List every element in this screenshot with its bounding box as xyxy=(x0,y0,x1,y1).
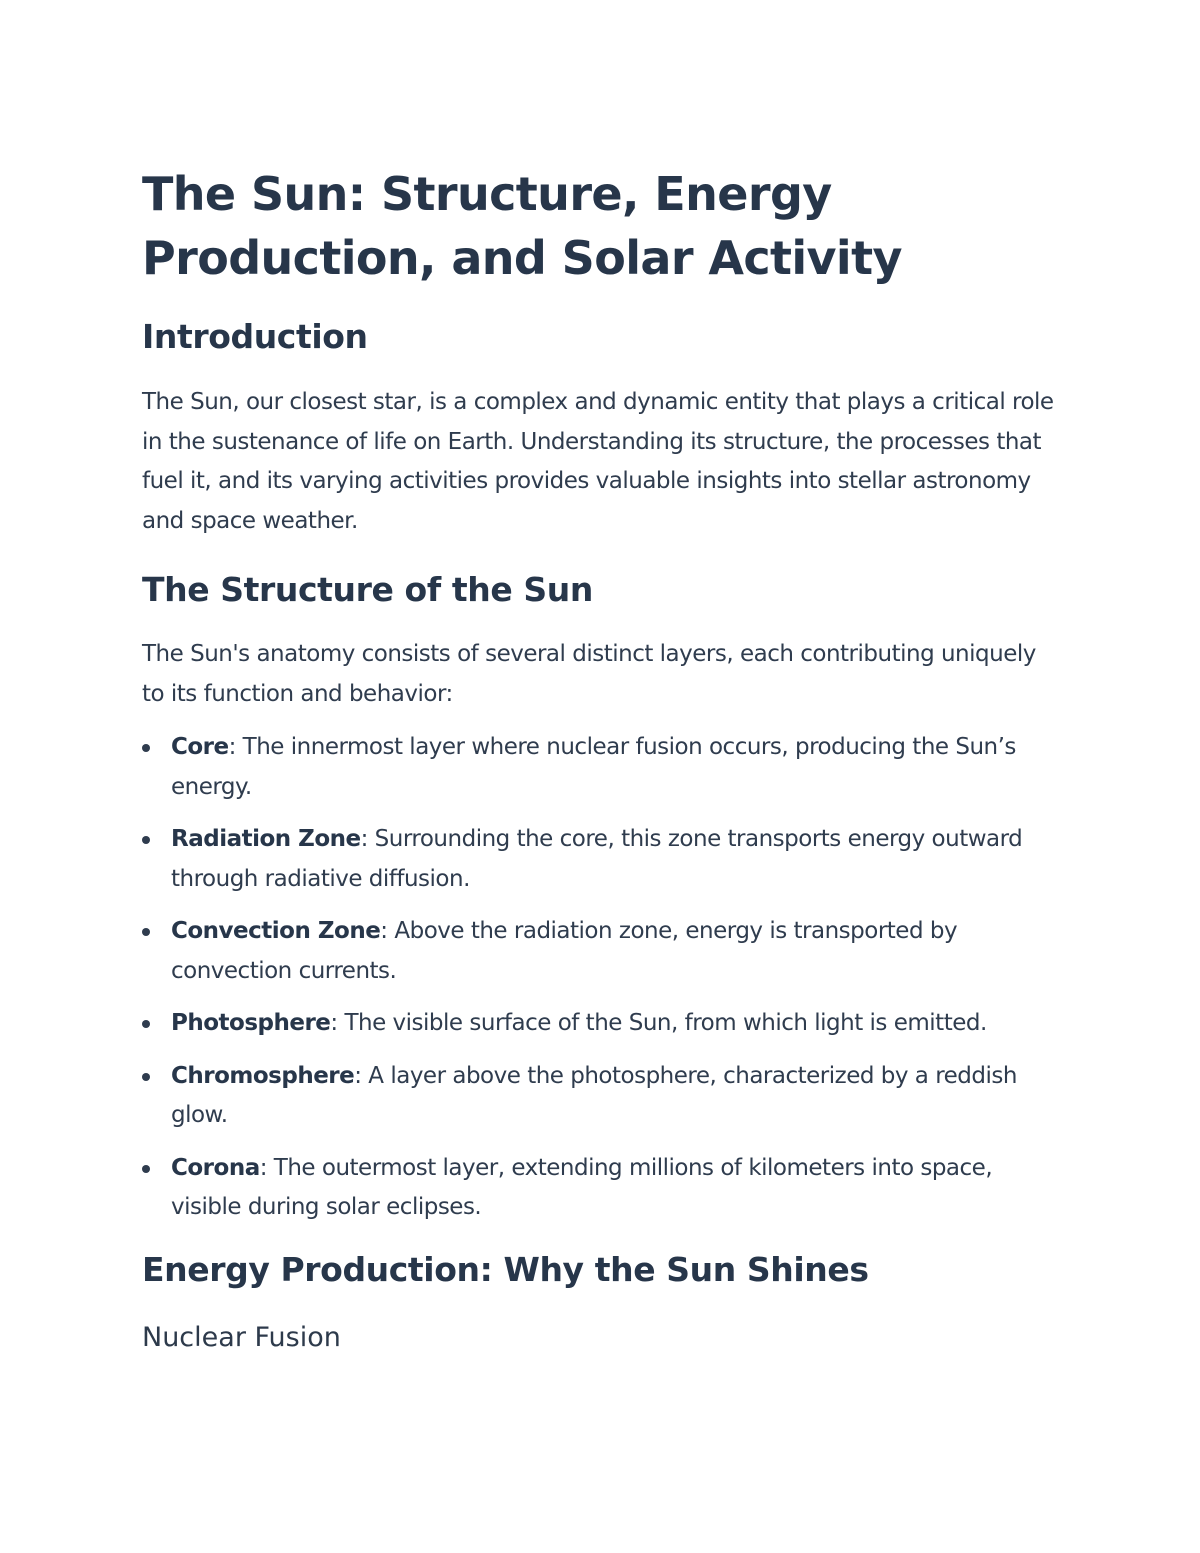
introduction-heading: Introduction xyxy=(142,317,368,356)
structure-paragraph: The Sun's anatomy consists of several distinct layers, each contributing uniquely to its function and behavior: xyxy=(142,641,1036,707)
list-item-corona xyxy=(142,1149,1062,1228)
bullet-icon xyxy=(142,1165,150,1173)
layer-term: Photosphere xyxy=(171,1010,331,1036)
bullet-icon xyxy=(142,836,150,844)
layer-term: Convection Zone xyxy=(171,918,381,944)
layer-description: : The outermost layer, extending millions of kilometers into space, visible during solar eclipses. xyxy=(171,1154,993,1220)
layer-description: : The visible surface of the Sun, from which light is emitted. xyxy=(330,1010,987,1036)
layer-description: : Above the radiation zone, energy is transported by convection currents. xyxy=(171,918,958,984)
layer-term: Corona xyxy=(171,1154,260,1181)
bullet-icon xyxy=(142,1020,150,1028)
layer-description: : The innermost layer where nuclear fusion occurs, producing the Sun’s energy. xyxy=(171,734,1016,800)
bullet-icon xyxy=(142,1073,150,1081)
layer-term: Core xyxy=(171,734,229,760)
list-item-radiation-zone xyxy=(142,820,1062,899)
nuclear-fusion-subheading: Nuclear Fusion xyxy=(142,1321,341,1353)
list-item-photosphere xyxy=(142,1004,1062,1044)
introduction-paragraph: The Sun, our closest star, is a complex and dynamic entity that plays a critical role in the sustenance of life on Earth. Understanding its structure, the processes that fuel it, and its varying activities provides valuable insights into stellar astronomy and space weather. xyxy=(142,389,1054,534)
list-item-core xyxy=(142,728,1062,807)
list-item-chromosphere xyxy=(142,1057,1062,1136)
document-title: The Sun: Structure, Energy Production, and Solar Activity xyxy=(142,167,902,285)
document-page xyxy=(142,162,1062,1356)
bullet-icon xyxy=(142,744,150,752)
layers-list xyxy=(142,728,1062,1228)
layer-description: : Surrounding the core, this zone transports energy outward through radiative diffusion. xyxy=(171,826,1023,892)
layer-term: Radiation Zone xyxy=(171,826,361,852)
bullet-icon xyxy=(142,928,150,936)
structure-heading: The Structure of the Sun xyxy=(142,570,593,609)
energy-heading: Energy Production: Why the Sun Shines xyxy=(142,1249,869,1289)
list-item-convection-zone xyxy=(142,912,1062,991)
layer-description: : A layer above the photosphere, characterized by a reddish glow. xyxy=(171,1062,1017,1128)
layer-term: Chromosphere xyxy=(171,1062,355,1089)
